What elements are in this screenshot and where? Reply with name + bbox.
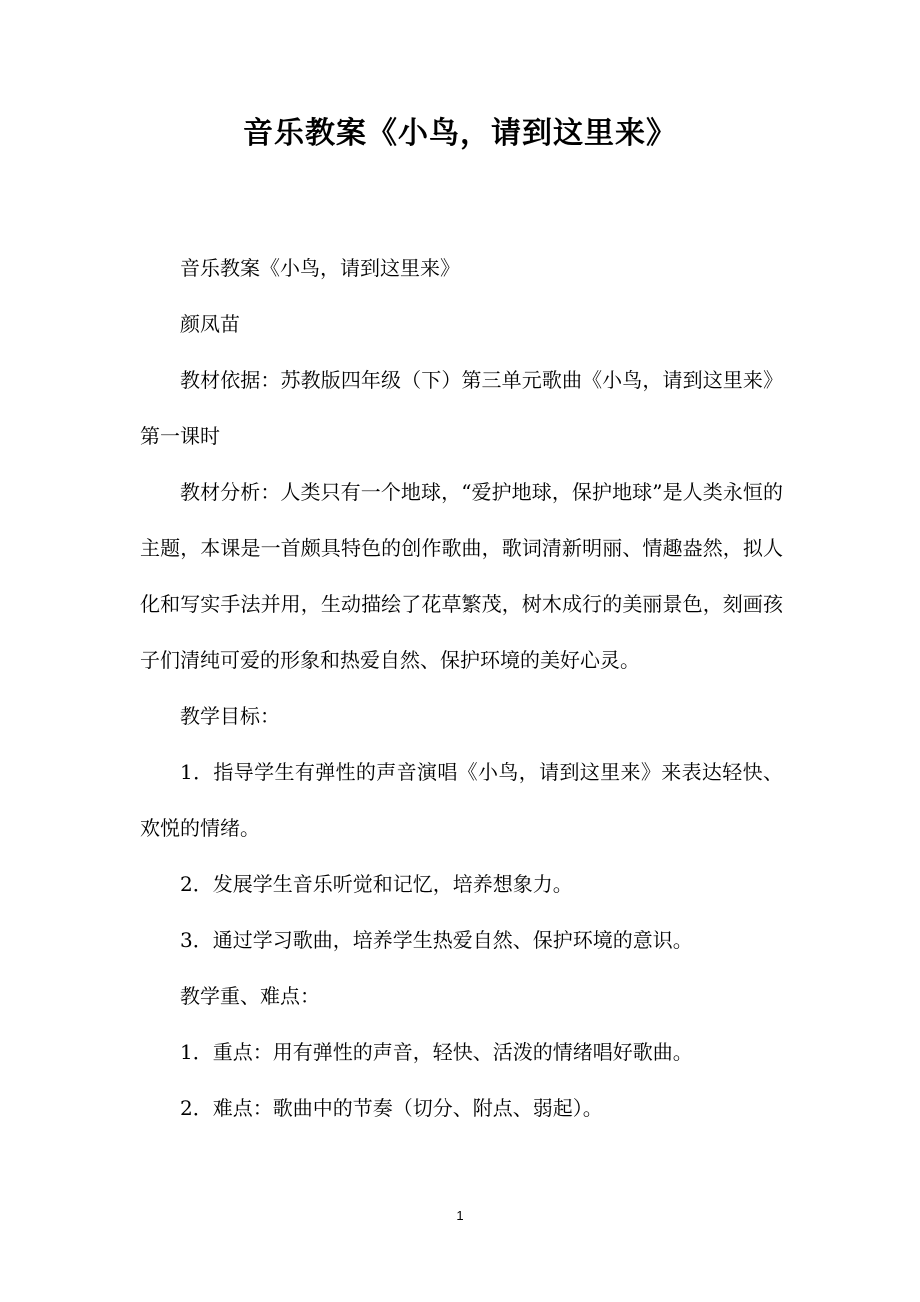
paragraph-author: 颜凤苗 (180, 312, 240, 336)
paragraph-keypoint-1: 1．重点：用有弹性的声音，轻快、活泼的情绪唱好歌曲。 (180, 1040, 693, 1064)
paragraph-keypoints-heading: 教学重、难点： (180, 984, 320, 1008)
paragraph-objectives-heading: 教学目标： (180, 704, 280, 728)
document-title: 音乐教案《小鸟，请到这里来》 (243, 116, 677, 151)
paragraph-objective-2: 2．发展学生音乐听觉和记忆，培养想象力。 (180, 872, 573, 896)
paragraph-material-basis: 教材依据：苏教版四年级（下）第三单元歌曲《小鸟，请到这里来》第一课时 (140, 368, 783, 448)
paragraph-objective-3: 3．通过学习歌曲，培养学生热爱自然、保护环境的意识。 (180, 928, 693, 952)
page-number: 1 (456, 1208, 464, 1223)
paragraph-material-analysis: 教材分析：人类只有一个地球，“爱护地球，保护地球”是人类永恒的主题，本课是一首颇具特色的创作歌曲，歌词清新明丽、情趣盎然，拟人化和写实手法并用，生动描绘了花草繁茂，树木成行的美丽景色，刻画孩子们清纯可爱的形象和热爱自然、保护环境的美好心灵。 (140, 480, 783, 672)
paragraph-keypoint-2: 2．难点：歌曲中的节奏（切分、附点、弱起）。 (180, 1096, 603, 1120)
document-body (140, 240, 783, 1136)
paragraph-subtitle: 音乐教案《小鸟，请到这里来》 (180, 256, 460, 280)
paragraph-objective-1: 1．指导学生有弹性的声音演唱《小鸟，请到这里来》来表达轻快、欢悦的情绪。 (140, 760, 783, 840)
